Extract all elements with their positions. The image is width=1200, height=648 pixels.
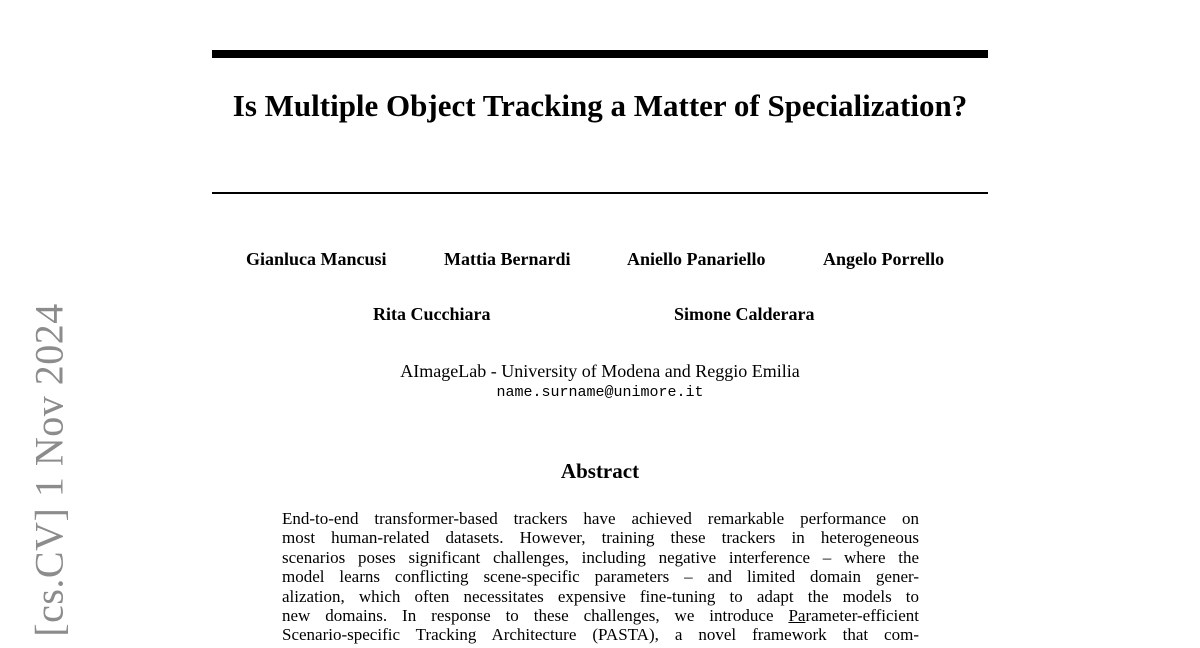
abstract-line: scenarios poses significant challenges, including negative interference – where the [282,547,919,567]
author-name: Gianluca Mancusi [246,249,387,269]
title-top-rule [212,50,988,58]
title-bottom-rule [212,192,988,194]
abstract-line: most human-related datasets. However, training these trackers in heterogeneous [282,528,919,548]
abstract-line: new domains. In response to these challenges, we introduce Parameter-efficient [282,606,919,626]
author-name: Simone Calderara [674,304,815,324]
abstract-heading: Abstract [560,459,640,483]
abstract-line: model learns conflicting scene-specific parameters – and limited domain gener- [282,567,919,587]
abstract-body [282,509,922,645]
author-affiliation: AImageLab - University of Modena and Reggio Emilia [400,361,800,381]
abstract-line: alization, which often necessitates expensive fine-tuning to adapt the models to [282,586,919,606]
author-name: Rita Cucchiara [373,304,491,324]
arxiv-identifier-stamp: [cs.CV] 1 Nov 2024 [26,303,72,637]
author-name: Aniello Panariello [627,249,766,269]
abstract-line: End-to-end transformer-based trackers have achieved remarkable performance on [282,509,919,528]
paper-title: Is Multiple Object Tracking a Matter of Specialization? [232,88,968,123]
abstract-line: Scenario-specific Tracking Architecture (PASTA), a novel framework that com- [282,625,919,645]
author-name: Angelo Porrello [823,249,945,269]
author-name: Mattia Bernardi [444,249,571,269]
author-email: name.surname@unimore.it [496,384,704,401]
